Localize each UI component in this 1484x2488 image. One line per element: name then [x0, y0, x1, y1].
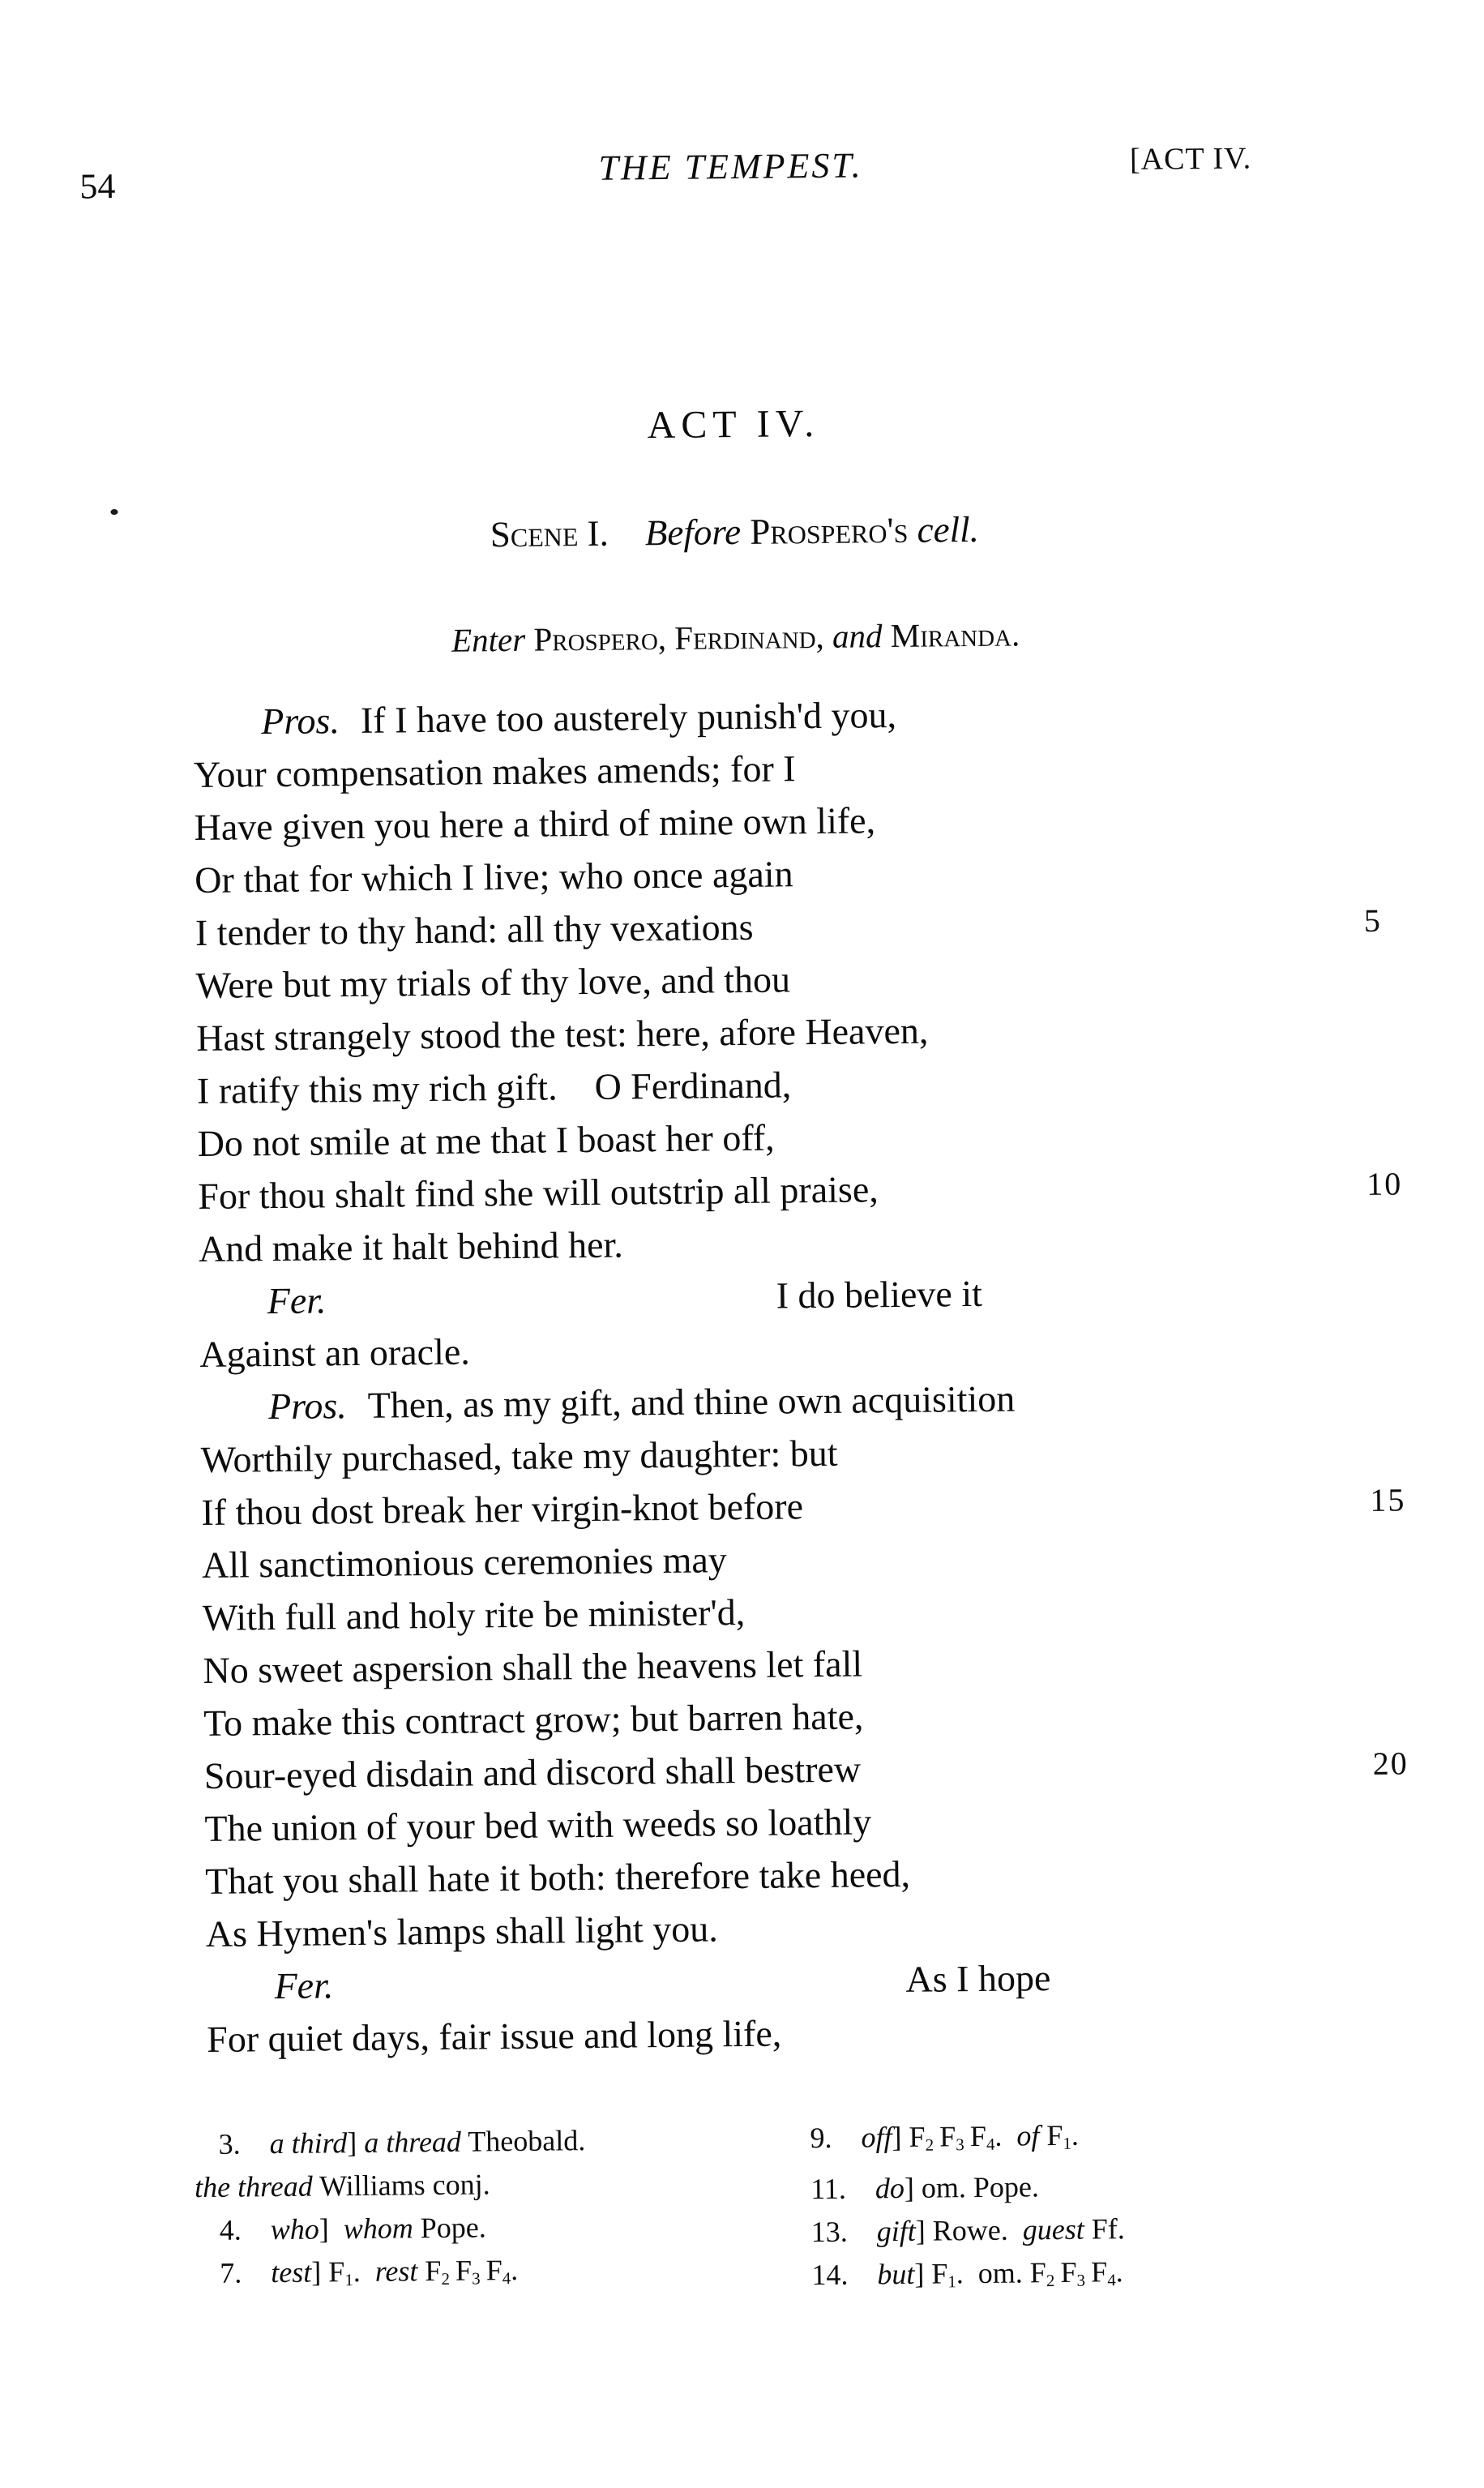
footnote-line: [195, 2246, 800, 2303]
text-segment: F: [964, 2119, 987, 2153]
act-heading: ACT IV.: [647, 401, 820, 447]
verse-text: As I hope: [905, 1957, 1051, 2000]
footnote-line: [811, 2248, 1388, 2305]
text-segment: F: [1084, 2255, 1108, 2289]
verse-text: Your compensation makes amends; for I: [193, 747, 796, 796]
footnote-line: [195, 2160, 799, 2209]
verse-text: Then, as my gift, and thine own acquisition: [367, 1377, 1016, 1426]
text-segment: 1: [344, 2270, 353, 2290]
text-segment: F: [480, 2254, 503, 2287]
verse-text: If I have too austerely punish'd you,: [360, 693, 897, 741]
text-segment: 2: [1046, 2271, 1055, 2291]
verse-text: All sanctimonious ceremonies may: [201, 1539, 728, 1586]
text-segment: ] om. Pope.: [904, 2170, 1040, 2204]
text-segment: 1: [1063, 2133, 1072, 2153]
text-segment: Enter: [451, 620, 526, 659]
verse-text: Or that for which I live; who once again: [194, 853, 793, 901]
text-segment: the thread: [194, 2169, 313, 2204]
verse-block: [193, 683, 1409, 2065]
verse-text: The union of your bed with weeds so loathly: [204, 1801, 872, 1849]
text-segment: of: [1016, 2119, 1040, 2152]
text-segment: test: [271, 2255, 312, 2289]
footnote-line: [810, 2205, 1387, 2254]
text-segment: 4: [986, 2134, 995, 2154]
text-segment: who: [270, 2212, 319, 2246]
text-segment: cell.: [917, 508, 980, 550]
text-segment: . om. F: [956, 2256, 1047, 2290]
verse-text: Were but my trials of thy love, and thou: [195, 958, 791, 1007]
line-number: 10: [1366, 1165, 1403, 1202]
line-number: 15: [1370, 1481, 1406, 1518]
text-segment: 1: [947, 2272, 957, 2292]
verse-text: To make this contract grow; but barren hate,: [203, 1695, 864, 1744]
text-segment: Scene I.: [490, 512, 609, 555]
text-segment: do: [875, 2171, 905, 2205]
text-segment: [908, 510, 917, 550]
text-segment: [609, 512, 646, 553]
verse-text: If thou dost break her virgin-knot before: [201, 1485, 804, 1534]
text-segment: 3.: [218, 2127, 270, 2160]
verse-text: That you shall hate it both: therefore take heed,: [204, 1852, 911, 1902]
footnote-line: [194, 2117, 798, 2166]
speaker-label: Fer.: [267, 1279, 327, 1322]
text-segment: Miranda.: [890, 615, 1020, 655]
text-segment: [882, 617, 891, 654]
text-segment: .: [353, 2255, 375, 2289]
verse-text: Against an oracle.: [199, 1330, 471, 1376]
text-segment: Ff.: [1084, 2212, 1125, 2246]
ink-speck: [110, 509, 118, 515]
text-segment: .: [1115, 2255, 1123, 2289]
footnote-column-left: [194, 2117, 799, 2303]
text-segment: 3: [472, 2268, 481, 2289]
speaker-label: Pros.: [267, 1385, 348, 1428]
text-segment: ] F: [311, 2255, 345, 2289]
text-segment: guest: [1022, 2212, 1084, 2246]
verse-text: Do not smile at me that I boast her off,: [197, 1116, 775, 1165]
text-segment: 2: [441, 2268, 451, 2289]
footnote-line: [810, 2111, 1386, 2168]
verse-text: I do believe it: [776, 1272, 983, 1317]
footnote-column-right: [810, 2111, 1387, 2305]
text-segment: rest: [374, 2255, 418, 2288]
verse-text: I tender to thy hand: all thy vexations: [195, 906, 754, 954]
text-segment: .: [994, 2119, 1017, 2152]
text-segment: ] F: [914, 2257, 948, 2290]
text-segment: ]: [347, 2126, 365, 2160]
text-segment: [824, 618, 833, 655]
text-segment: F: [449, 2254, 473, 2287]
verse-text: No sweet aspersion shall the heavens let fall: [203, 1642, 863, 1691]
text-segment: Pope.: [413, 2211, 486, 2245]
text-segment: gift: [876, 2214, 916, 2248]
text-segment: a third: [269, 2126, 348, 2160]
text-segment: 7.: [220, 2256, 272, 2289]
text-segment: Prospero, Ferdinand,: [533, 617, 824, 658]
footnotes: [9, 2109, 1484, 2292]
speaker-label: Fer.: [274, 1964, 334, 2007]
verse-text: Hast strangely stood the test: here, afore Heaven,: [196, 1009, 929, 1060]
text-segment: ] F: [892, 2120, 926, 2154]
footnote-line: [810, 2162, 1387, 2211]
verse-text: Sour-eyed disdain and discord shall bestrew: [203, 1748, 862, 1796]
text-segment: F: [1039, 2118, 1063, 2152]
text-segment: 3: [956, 2135, 964, 2155]
page-number: 54: [79, 166, 116, 207]
text-segment: [741, 512, 751, 552]
text-segment: 2: [925, 2135, 934, 2155]
stage-direction: [0, 610, 1478, 664]
speaker-label: Pros.: [260, 700, 340, 743]
text-segment: Theobald.: [460, 2124, 586, 2158]
footnote-line: [195, 2203, 799, 2252]
text-segment: F: [417, 2254, 442, 2288]
act-marker: [ACT IV.: [1129, 141, 1252, 177]
line-number: 20: [1372, 1745, 1409, 1782]
verse-text: And make it halt behind her.: [198, 1223, 624, 1270]
verse-text: Have given you here a third of mine own life,: [194, 799, 876, 849]
text-segment: off: [861, 2121, 892, 2154]
verse-text: For thou shalt find she will outstrip all praise,: [198, 1168, 879, 1218]
verse-text: With full and holy rite be minister'd,: [202, 1591, 746, 1638]
text-segment: ]: [319, 2212, 344, 2246]
text-segment: .: [510, 2253, 519, 2287]
text-segment: F: [1054, 2255, 1077, 2289]
running-title: THE TEMPEST.: [598, 145, 863, 188]
line-number: 5: [1363, 901, 1383, 939]
verse-text: Worthily purchased, take my daughter: but: [200, 1432, 838, 1481]
text-segment: but: [877, 2257, 915, 2291]
text-segment: 4.: [219, 2213, 271, 2246]
text-segment: 11.: [810, 2172, 876, 2206]
text-segment: 4: [502, 2268, 511, 2289]
verse-line: [207, 2001, 1336, 2066]
text-segment: 3: [1076, 2270, 1086, 2290]
text-segment: Before: [644, 511, 742, 554]
text-segment: F: [933, 2120, 956, 2153]
text-segment: 4: [1107, 2270, 1116, 2290]
text-segment: ] Rowe.: [915, 2213, 1023, 2247]
text-segment: 13.: [810, 2215, 877, 2249]
text-segment: .: [1071, 2118, 1080, 2152]
text-segment: and: [832, 617, 883, 655]
verse-text: As Hymen's lamps shall light you.: [205, 1908, 718, 1955]
verse-text: For quiet days, fair issue and long life,: [206, 2012, 782, 2060]
text-segment: Prospero's: [750, 509, 909, 552]
text-segment: 14.: [811, 2258, 878, 2292]
text-segment: Williams conj.: [312, 2168, 490, 2203]
page-header: [0, 138, 1473, 205]
text-segment: 9.: [810, 2121, 862, 2155]
text-segment: a thread: [364, 2125, 462, 2159]
scene-heading: [0, 503, 1477, 560]
verse-text: I ratify this my rich gift. O Ferdinand,: [196, 1064, 792, 1112]
text-segment: whom: [343, 2212, 413, 2246]
